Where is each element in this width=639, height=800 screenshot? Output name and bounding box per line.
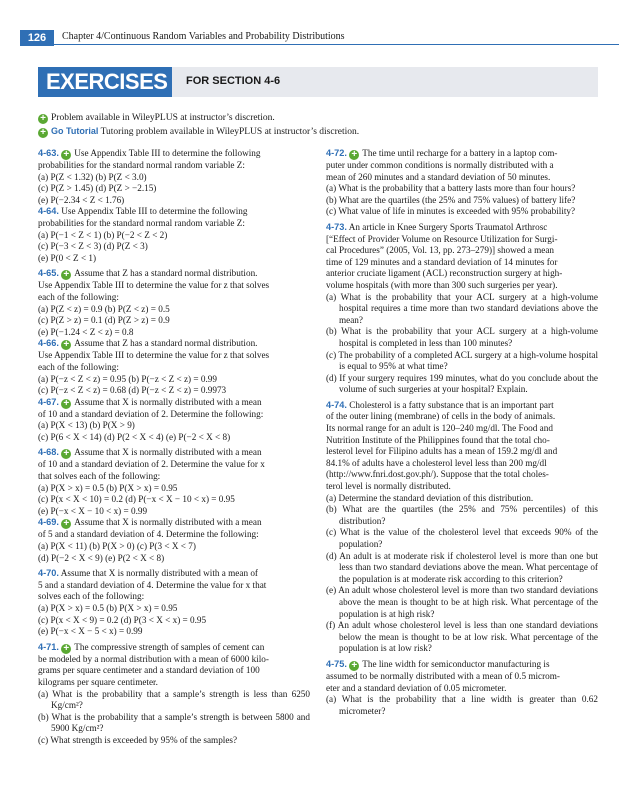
exercise-part: (c) P(−z < Z < z) = 0.68 (d) P(−z < Z < z) = 0.9973: [38, 385, 227, 396]
exercise-4-69: [38, 517, 310, 564]
exercise-text: each of the following:: [38, 361, 119, 372]
exercise-number: 4-69.: [38, 517, 59, 528]
exercise-part: (b) What is the probability that your ACL surgery at a high-volume hospital is completed in less than 100 minutes?: [326, 326, 598, 348]
legend-go-tutorial-text: Tutoring problem available in WileyPLUS at instructor’s discretion.: [100, 127, 360, 137]
go-tutorial-tag: Go Tutorial: [51, 126, 99, 136]
exercises-title: EXERCISES: [46, 69, 168, 94]
exercise-part: (e) P(−x < X − 10 < x) = 0.99: [38, 505, 148, 516]
exercise-part: (c) What strength is exceeded by 95% of the samples?: [38, 734, 238, 745]
exercise-text: Assume that X is normally distributed with a mean: [74, 396, 262, 407]
exercise-number: 4-75.: [326, 658, 347, 669]
exercises-banner: [38, 67, 598, 97]
plus-circle-icon: +: [61, 270, 71, 280]
section-label: FOR SECTION 4-6: [186, 75, 281, 87]
exercise-text: volume hospitals (with more than 300 such surgeries per year).: [326, 279, 558, 290]
exercise-part: (a) What is the probability that a battery lasts more than four hours?: [326, 183, 576, 194]
exercise-part: (a) P(X > x) = 0.5 (b) P(X > x) = 0.95: [38, 603, 178, 613]
exercise-4-64: [38, 206, 310, 264]
chapter-title: Chapter 4/Continuous Random Variables and Probability Distributions: [62, 31, 345, 42]
exercise-text: of 10 and a standard deviation of 2. Determine the value for x: [38, 459, 265, 470]
exercise-part: (e) P(−2.34 < Z < 1.76): [38, 194, 125, 205]
exercise-text: anterior cruciate ligament (ACL) reconstruction surgery at high-: [326, 268, 563, 279]
exercise-number: 4-66.: [38, 338, 59, 349]
exercise-part: (d) An adult is at moderate risk if cholesterol level is more than one but less than two standard deviations above the mean. What percentage of the population is at moderate risk according to this criterion?: [326, 550, 598, 584]
exercise-text: Use Appendix Table III to determine the following: [61, 206, 248, 217]
exercise-text: each of the following:: [38, 291, 119, 302]
exercise-text: puter under common conditions is normally distributed with a: [326, 160, 554, 170]
exercise-4-74: [326, 400, 598, 655]
exercise-text: Assume that X is normally distributed with a mean of: [60, 568, 258, 579]
exercise-part: (a) P(−z < Z < z) = 0.95 (b) P(−z < Z < z) = 0.99: [38, 373, 217, 384]
exercise-number: 4-67.: [38, 396, 59, 407]
plus-circle-icon: +: [61, 449, 71, 459]
exercise-text: assumed to be normally distributed with a mean of 0.5 microm-: [326, 670, 560, 681]
exercise-number: 4-65.: [38, 268, 59, 279]
exercise-number: 4-72.: [326, 148, 347, 158]
plus-circle-icon: +: [61, 519, 71, 529]
exercise-text: cal Procedures” (2005, Vol. 13, pp. 273–279)] showed a mean: [326, 245, 555, 256]
exercise-part: (a) What is the probability that a sample’s strength is less than 6250 Kg/cm²?: [38, 688, 310, 711]
exercise-part: (a) P(X < 11) (b) P(X > 0) (c) P(3 < X < 7): [38, 541, 196, 552]
exercise-4-63: [38, 148, 310, 206]
legend-wileyplus-text: Problem available in WileyPLUS at instructor’s discretion.: [51, 113, 275, 123]
exercise-part: (c) P(−3 < Z < 3) (d) P(Z < 3): [38, 241, 148, 252]
exercise-part: (c) The probability of a completed ACL surgery at a high-volume hospital is equal to 95% at what time?: [326, 349, 598, 372]
exercise-text: Cholesterol is a fatty substance that is an important part: [349, 399, 554, 410]
exercise-part: (c) P(Z > z) = 0.1 (d) P(Z > z) = 0.9: [38, 315, 170, 326]
exercise-number: 4-71.: [38, 641, 59, 652]
exercise-4-71: [38, 642, 310, 747]
exercise-part: (a) P(X < 13) (b) P(X > 9): [38, 420, 135, 431]
exercise-part: (c) What is the value of the cholesterol level that exceeds 90% of the population?: [326, 527, 598, 549]
exercise-text: The line width for semiconductor manufacturing is: [362, 658, 550, 669]
exercise-text: [“Effect of Provider Volume on Resource Utilization for Surgi-: [326, 233, 558, 244]
exercises-tab: [38, 67, 172, 97]
exercise-text: lesterol level for Filipino adults has a mean of 159.2 mg/dl and: [326, 446, 558, 457]
exercise-4-72: [326, 148, 598, 218]
exercise-text: kilograms per square centimeter.: [38, 676, 158, 687]
exercise-part: (a) P(−1 < Z < 1) (b) P(−2 < Z < 2): [38, 229, 168, 240]
exercise-part: (c) P(x < X < 10) = 0.2 (d) P(−x < X − 10 < x) = 0.95: [38, 494, 235, 505]
exercise-4-75: [326, 659, 598, 717]
exercise-part: (a) P(X > x) = 0.5 (b) P(X > x) = 0.95: [38, 482, 178, 493]
exercise-text: An article in Knee Surgery Sports Traumatol Arthrosc: [348, 221, 548, 232]
exercise-part: (a) P(Z < z) = 0.9 (b) P(Z < z) = 0.5: [38, 303, 170, 314]
exercise-part: (e) P(−1.24 < Z < z) = 0.8: [38, 326, 134, 337]
legend-go-tutorial: [38, 125, 359, 139]
exercise-text: of the outer lining (membrane) of cells in the body of animals.: [326, 411, 556, 422]
exercise-text: be modeled by a normal distribution with a mean of 6000 kilo-: [38, 653, 269, 664]
exercise-text: The compressive strength of samples of cement can: [74, 641, 265, 652]
exercise-4-68: [38, 447, 310, 517]
exercise-part: (f) An adult whose cholesterol level is less than one standard deviations below the mean is thought to be at low risk. What percentage of the population is at low risk?: [326, 620, 598, 654]
exercise-text: time of 129 minutes and a standard deviation of 14 minutes for: [326, 256, 558, 267]
exercise-part: (a) Determine the standard deviation of this distribution.: [326, 492, 534, 503]
exercise-4-73: [326, 222, 598, 396]
plus-circle-icon: +: [61, 644, 71, 654]
exercise-text: of 10 and a standard deviation of 2. Determine the following:: [38, 408, 264, 419]
exercise-text: 84.1% of adults have a cholesterol level less than 200 mg/dl: [326, 457, 547, 468]
exercise-text: Use Appendix Table III to determine the value for z that solves: [38, 280, 270, 291]
exercise-text: of 5 and a standard deviation of 4. Determine the following:: [38, 529, 259, 540]
exercise-number: 4-63.: [38, 148, 59, 158]
plus-circle-icon: +: [61, 340, 71, 350]
exercise-text: Use Appendix Table III to determine the following: [74, 148, 261, 158]
page-number: 126: [20, 30, 54, 46]
exercise-number: 4-70.: [38, 568, 59, 579]
exercise-part: (a) What is the probability that a line width is greater than 0.62 micrometer?: [326, 694, 598, 716]
exercise-text: probabilities for the standard normal random variable Z:: [38, 217, 245, 228]
exercise-text: Assume that X is normally distributed with a mean: [74, 517, 262, 528]
exercise-text: 5 and a standard deviation of 4. Determine the value for x that: [38, 579, 267, 590]
plus-circle-icon: +: [349, 661, 359, 671]
legend-wileyplus: [38, 112, 359, 125]
exercise-text: (http://www.fnri.dost.gov.ph/). Suppose that the total choles-: [326, 469, 549, 480]
exercise-text: Use Appendix Table III to determine the value for z that solves: [38, 350, 270, 361]
left-column: [38, 148, 310, 747]
exercise-text: Assume that Z has a standard normal distribution.: [74, 338, 258, 349]
exercise-part: (a) What is the probability that your ACL surgery at a high-volume hospital requires a time more than two standard deviations above the mean?: [326, 291, 598, 325]
exercise-part: (b) What are the quartiles (the 25% and 75% percentiles) of this distribution?: [326, 504, 598, 526]
exercise-part: (b) What is the probability that a sample’s strength is between 5800 and 5900 Kg/cm²?: [38, 711, 310, 734]
exercise-part: (a) P(Z < 1.32) (b) P(Z < 3.0): [38, 171, 147, 182]
exercise-part: (c) P(x < X < 9) = 0.2 (d) P(3 < X < x) = 0.95: [38, 614, 207, 625]
exercise-4-65: [38, 268, 310, 338]
plus-circle-icon: +: [38, 114, 48, 124]
exercise-number: 4-74.: [326, 399, 347, 410]
right-column: [326, 148, 598, 717]
exercise-text: solves each of the following:: [38, 591, 145, 602]
exercise-text: grams per square centimeter and a standard deviation of 100: [38, 665, 260, 676]
exercise-part: (d) P(−2 < X < 9) (e) P(2 < X < 8): [38, 552, 165, 563]
exercise-part: (d) If your surgery requires 199 minutes, what do you conclude about the volume of such surgeries at your hospital? Explain.: [326, 372, 598, 395]
exercise-4-70: [38, 568, 310, 638]
exercise-number: 4-64.: [38, 206, 59, 217]
plus-circle-icon: +: [61, 150, 71, 160]
legend: [38, 112, 359, 139]
exercise-part: (c) What value of life in minutes is exceeded with 95% probability?: [326, 206, 576, 217]
exercise-text: The time until recharge for a battery in a laptop com-: [362, 148, 558, 158]
exercise-4-67: [38, 397, 310, 444]
exercise-text: terol level is normally distributed.: [326, 481, 451, 492]
exercise-number: 4-68.: [38, 447, 59, 458]
exercise-4-66: [38, 338, 310, 396]
plus-circle-icon: +: [61, 399, 71, 409]
plus-circle-icon: +: [349, 150, 359, 160]
header-rule: [54, 44, 619, 45]
exercise-part: (c) P(Z > 1.45) (d) P(Z > −2.15): [38, 183, 157, 194]
exercise-part: (b) What are the quartiles (the 25% and 75% values) of battery life?: [326, 194, 576, 205]
exercise-part: (e) P(−x < X − 5 < x) = 0.99: [38, 626, 143, 637]
exercise-text: Its normal range for an adult is 120–240 mg/dl. The Food and: [326, 423, 553, 434]
exercise-part: (e) An adult whose cholesterol level is more than two standard deviations above the mean is thought to be at high risk. What percentage of the population is at high risk?: [326, 585, 598, 619]
exercise-part: (c) P(6 < X < 14) (d) P(2 < X < 4) (e) P(−2 < X < 8): [38, 431, 231, 442]
exercise-text: Nutrition Institute of the Philippines found that the total cho-: [326, 434, 550, 445]
exercise-part: (e) P(0 < Z < 1): [38, 252, 97, 263]
exercise-text: mean of 260 minutes and a standard deviation of 50 minutes.: [326, 171, 551, 182]
exercise-number: 4-73.: [326, 221, 347, 232]
plus-circle-icon: +: [38, 128, 48, 138]
exercise-text: probabilities for the standard normal random variable Z:: [38, 160, 245, 170]
exercise-text: eter and a standard deviation of 0.05 micrometer.: [326, 682, 507, 693]
exercise-text: Assume that X is normally distributed with a mean: [74, 447, 262, 458]
exercise-text: that solves each of the following:: [38, 471, 161, 482]
running-header: [0, 30, 639, 46]
exercise-text: Assume that Z has a standard normal distribution.: [74, 268, 258, 279]
